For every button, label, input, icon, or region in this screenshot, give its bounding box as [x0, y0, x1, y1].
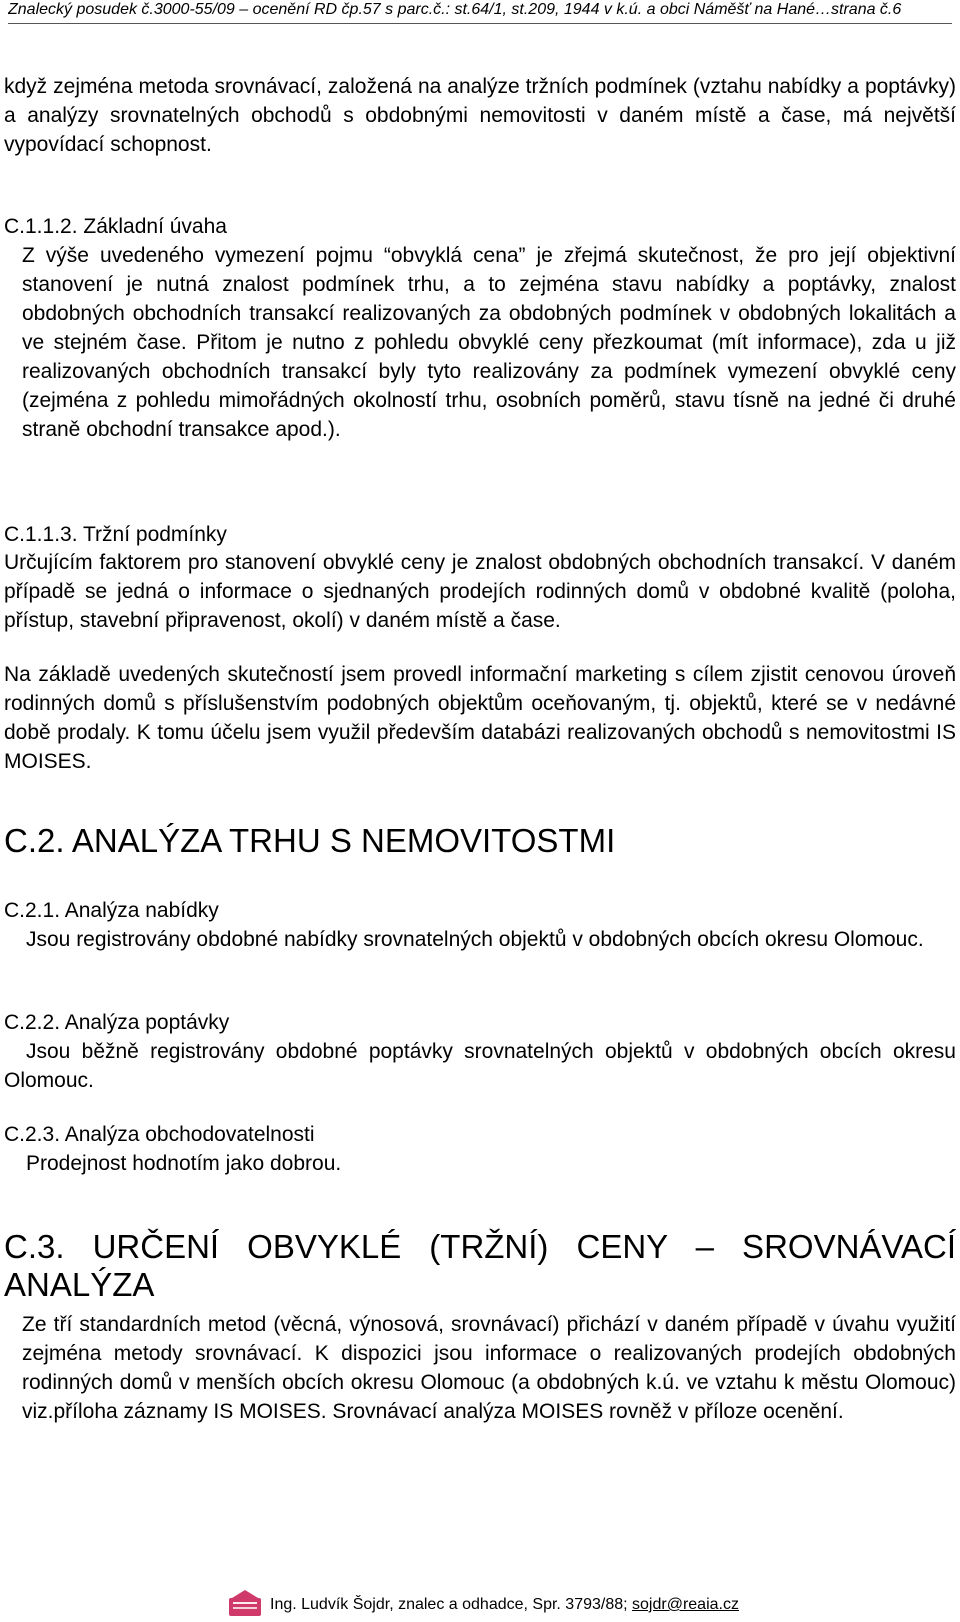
section-c113-body-1 — [4, 548, 956, 635]
section-c22 — [4, 1008, 956, 1095]
intro-paragraph — [4, 72, 956, 159]
page-footer — [228, 1594, 932, 1618]
c113-text-1: Určujícím faktorem pro stanovení obvyklé ceny je znalost obdobných obchodních transakcí. V daném případě se jedná o informace o sjednaných prodejích rodinných domů v obdobné kvalitě (poloha, přístup, stavební připravenost, okolí) v daném místě a čase. — [4, 551, 956, 632]
section-c113-body-2 — [4, 660, 956, 776]
page-header: Znalecký posudek č.3000-55/09 – ocenění RD čp.57 s parc.č.: st.64/1, st.209, 1944 v k.ú. a obci Náměšť na Hané…strana č.6 — [8, 0, 952, 24]
c21-text: Jsou registrovány obdobné nabídky srovnatelných objektů v obdobných obcích okresu Olomouc. — [26, 928, 924, 951]
section-c112-body — [22, 241, 956, 444]
section-c23 — [4, 1120, 956, 1178]
c112-heading: C.1.1.2. Základní úvaha — [4, 215, 227, 238]
c23-text: Prodejnost hodnotím jako dobrou. — [26, 1152, 342, 1175]
c3-text: Ze tří standardních metod (věcná, výnosová, srovnávací) přichází v daném případě v úvahu využití zejména metody srovnávací. K dispozici jsou informace o realizovaných prodejích obdobných rodinných domů v menších obcích okresu Olomouc (a obdobných k.ú. ve vztahu k městu Olomouc) viz.příloha záznamy IS MOISES. Srovnávací analýza MOISES rovněž v příloze ocenění. — [22, 1313, 956, 1423]
company-logo-icon — [228, 1588, 262, 1618]
c21-heading: C.2.1. Analýza nabídky — [4, 899, 219, 922]
c113-text-2: Na základě uvedených skutečností jsem provedl informační marketing s cílem zjistit cenovou úroveň rodinných domů s příslušenstvím podobných objektům oceňovaným, tj. objektů, které se v nedávné době prodaly. K tomu účelu jsem využil především databázi realizovaných obchodů s nemovitostmi IS MOISES. — [4, 663, 956, 773]
c22-text: Jsou běžně registrovány obdobné poptávky srovnatelných objektů v obdobných obcích okresu Olomouc. — [4, 1040, 956, 1092]
c112-text: Z výše uvedeného vymezení pojmu “obvyklá cena” je zřejmá skutečnost, že pro její objektivní stanovení je nutná znalost podmínek trhu, a to zejména stavu nabídky a poptávky, znalost obdobných obchodních transakcí realizovaných za obdobných podmínek v obdobných lokalitách a ve stejném čase. Přitom je nutno z pohledu obvyklé ceny přezkoumat (mít informace), zda u již realizovaných obchodních transakcí byly tyto realizovány za podmínek vymezení obvyklé ceny (zejména z pohledu mimořádných okolností trhu, osobních poměrů, stavu tísně na jedné či druhé straně obchodní transakce apod.). — [22, 244, 956, 441]
footer-email-link[interactable]: sojdr@reaia.cz — [632, 1596, 739, 1613]
section-c2-title: C.2. ANALÝZA TRHU S NEMOVITOSTMI — [4, 822, 616, 859]
section-c3-title: C.3. URČENÍ OBVYKLÉ (TRŽNÍ) CENY – SROVNÁVACÍ ANALÝZA — [4, 1228, 956, 1303]
footer-author: Ing. Ludvík Šojdr, znalec a odhadce, Spr. 3793/88; — [270, 1596, 633, 1613]
section-c3-body — [22, 1310, 956, 1426]
section-c112 — [4, 212, 956, 241]
section-c113 — [4, 520, 956, 549]
c113-heading: C.1.1.3. Tržní podmínky — [4, 523, 227, 546]
c22-heading: C.2.2. Analýza poptávky — [4, 1011, 230, 1034]
intro-text: když zejména metoda srovnávací, založená na analýze tržních podmínek (vztahu nabídky a poptávky) a analýzy srovnatelných obchodů s obdobnými nemovitosti v daném místě a čase, má největší vypovídací schopnost. — [4, 75, 956, 156]
footer-text — [270, 1596, 739, 1614]
section-c21 — [4, 896, 956, 954]
c23-heading: C.2.3. Analýza obchodovatelnosti — [4, 1123, 315, 1146]
